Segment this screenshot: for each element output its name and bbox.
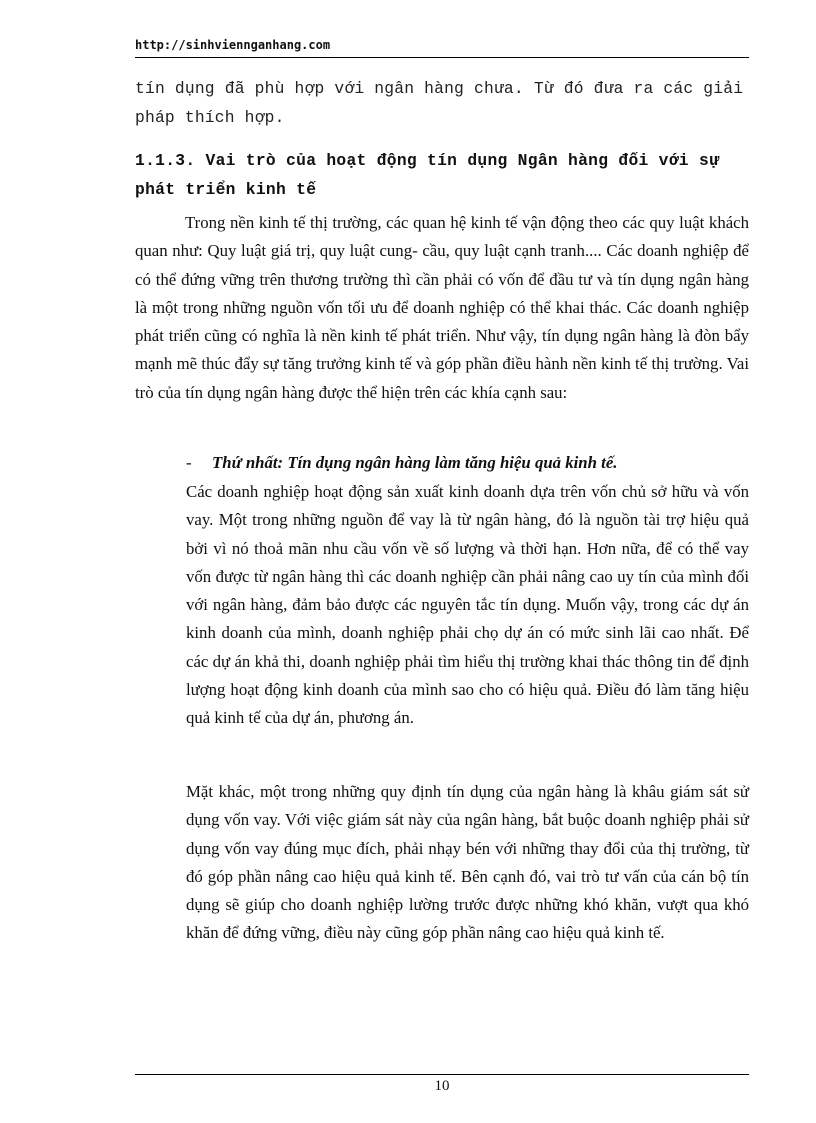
paragraph-supervision: Mặt khác, một trong những quy định tín dụng của ngân hàng là khâu giám sát sử dụng vốn vay. Với việc giám sát này của ngân hàng, bắt buộc doanh nghiệp phải sử dụng vốn vay đúng mục đích, phải nhạy bén với những thay đổi của thị trường, từ đó góp phần nâng cao hiệu quả kinh tế. Bên cạnh đó, vai trò tư vấn của cán bộ tín dụng sẽ giúp cho doanh nghiệp lường trước được những khó khăn, vượt qua khó khăn để đứng vững, điều này cũng góp phần nâng cao hiệu quả kinh tế.: [186, 782, 749, 943]
paragraph-efficiency: Các doanh nghiệp hoạt động sản xuất kinh doanh dựa trên vốn chủ sở hữu và vốn vay. Một trong những nguồn để vay là từ ngân hàng, đó là nguồn tài trợ hiệu quả bởi vì nó thoả mãn nhu cầu vốn về số lượng và thời hạn. Hơn nữa, để có thể vay vốn được từ ngân hàng thì các doanh nghiệp cần phải nâng cao uy tín của mình đối với ngân hàng, đảm bảo được các nguyên tắc tín dụng. Muốn vậy, trong các dự án kinh doanh của mình, doanh nghiệp phải chọ dự án có mức sinh lãi cao nhất. Để các dự án khả thi, doanh nghiệp phải tìm hiểu thị trường khai thác thông tin để định lượng hoạt động kinh doanh của mình sao cho có hiệu quả. Điều đó làm tăng hiệu quả kinh tế của dự án, phương án.: [186, 482, 749, 728]
page-header-url: http://sinhviennganhang.com: [135, 37, 749, 58]
bullet-title: Thứ nhất: Tín dụng ngân hàng làm tăng hiệu quả kinh tế.: [212, 453, 618, 472]
bullet-item: [186, 449, 749, 477]
bullet-dash: -: [186, 453, 192, 472]
paragraph-intro: Trong nền kinh tế thị trường, các quan hệ kinh tế vận động theo các quy luật khách quan như: Quy luật giá trị, quy luật cung- cầu, quy luật cạnh tranh.... Các doanh nghiệp để có thể đứng vững trên thương trường thì cần phải có vốn để đầu tư và tín dụng ngân hàng là một trong những nguồn vốn tối ưu để doanh nghiệp có thể khai thác. Các doanh nghiệp phát triển cũng có nghĩa là nền kinh tế phát triển. Như vậy, tín dụng ngân hàng là đòn bẩy mạnh mẽ thúc đẩy sự tăng trưởng kinh tế và góp phần điều hành nền kinh tế thị trường. Vai trò của tín dụng ngân hàng được thể hiện trên các khía cạnh sau:: [135, 213, 749, 402]
section-heading: 1.1.3. Vai trò của hoạt động tín dụng Ngân hàng đối với sự phát triển kinh tế: [135, 151, 720, 199]
page-number: 10: [135, 1074, 749, 1095]
intro-text: tín dụng đã phù hợp với ngân hàng chưa. Từ đó đưa ra các giải pháp thích hợp.: [135, 79, 744, 127]
